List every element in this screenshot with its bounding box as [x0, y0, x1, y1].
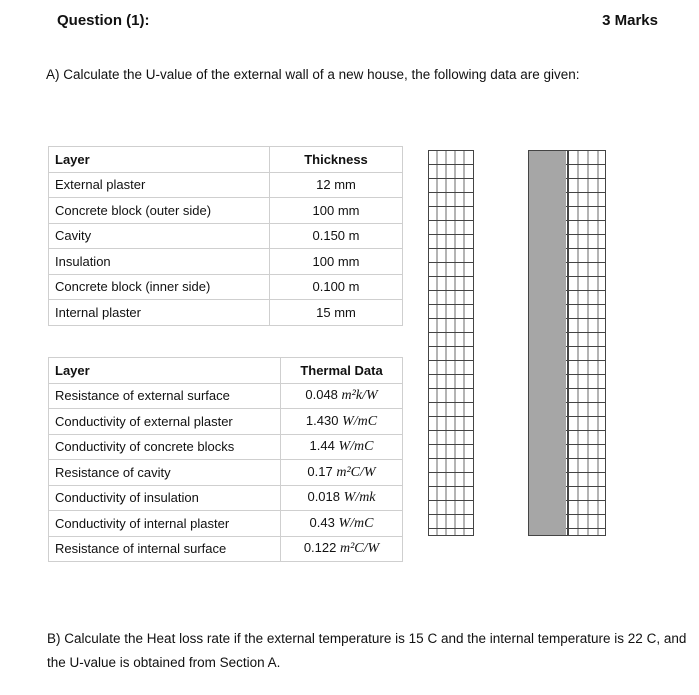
part-a-text: A) Calculate the U-value of the external wall of a new house, the following data are given: — [46, 67, 580, 82]
value-unit: m²C/W — [339, 541, 380, 557]
table-row — [49, 223, 403, 249]
layer-thickness: 0.150 m — [270, 223, 403, 249]
header-thermal-data: Thermal Data — [281, 358, 403, 384]
value-number: 0.048 — [305, 387, 338, 403]
insulation-layer — [528, 150, 566, 536]
table-row — [49, 434, 403, 460]
value-number: 1.430 — [305, 412, 339, 428]
value-unit: W/mk — [343, 490, 376, 506]
value-number: 0.122 — [303, 540, 337, 556]
value-number: 0.17 — [307, 463, 333, 479]
table-row — [49, 536, 403, 562]
thermal-value — [281, 460, 403, 486]
layer-thickness: 15 mm — [270, 300, 403, 326]
layer-name: Resistance of internal surface — [49, 536, 281, 562]
brick-grid — [566, 150, 606, 536]
table-row — [49, 274, 403, 300]
layer-name: Concrete block (outer side) — [49, 198, 270, 224]
thermal-value — [281, 383, 403, 409]
marks-label: 3 Marks — [602, 12, 658, 29]
layer-thickness: 100 mm — [270, 249, 403, 275]
table-row — [49, 300, 403, 326]
layer-name: Concrete block (inner side) — [49, 274, 270, 300]
layer-thickness: 100 mm — [270, 198, 403, 224]
value-number: 0.43 — [309, 514, 335, 530]
value-unit: W/mC — [342, 413, 378, 429]
wall-diagram-right — [528, 150, 608, 536]
layer-name: Resistance of cavity — [49, 460, 281, 486]
layer-name: Cavity — [49, 223, 270, 249]
part-b-text: B) Calculate the Heat loss rate if the external temperature is 15 C and the internal temperature is 22 C, and the U-value is obtained from Section A. — [47, 631, 687, 670]
table-row — [49, 383, 403, 409]
table-row — [49, 249, 403, 275]
layer-name: Conductivity of external plaster — [49, 409, 281, 435]
header-layer: Layer — [49, 358, 281, 384]
wall-diagram-left — [428, 150, 474, 536]
thermal-value — [281, 511, 403, 537]
table-header-row — [49, 147, 403, 173]
value-unit: W/mC — [338, 515, 374, 531]
layer-thickness: 0.100 m — [270, 274, 403, 300]
layer-name: Conductivity of insulation — [49, 485, 281, 511]
table-row — [49, 460, 403, 486]
layer-name: Conductivity of internal plaster — [49, 511, 281, 537]
value-number: 1.44 — [309, 438, 335, 454]
question-title: Question (1): — [57, 12, 150, 29]
table-header-row — [49, 358, 403, 384]
layer-name: External plaster — [49, 172, 270, 198]
thermal-data-table — [48, 357, 403, 562]
layer-thickness: 12 mm — [270, 172, 403, 198]
value-unit: W/mC — [338, 439, 374, 455]
header-layer: Layer — [49, 147, 270, 173]
value-unit: m²k/W — [341, 388, 378, 404]
thermal-value — [281, 409, 403, 435]
brick-grid — [428, 150, 474, 536]
thermal-value — [281, 536, 403, 562]
thermal-value — [281, 434, 403, 460]
value-number: 0.018 — [307, 489, 341, 505]
table-row — [49, 485, 403, 511]
thickness-table — [48, 146, 403, 326]
header-thickness: Thickness — [270, 147, 403, 173]
thermal-value — [281, 485, 403, 511]
table-row — [49, 511, 403, 537]
value-unit: m²C/W — [336, 464, 376, 480]
table-row — [49, 409, 403, 435]
table-row — [49, 198, 403, 224]
layer-name: Insulation — [49, 249, 270, 275]
layer-name: Conductivity of concrete blocks — [49, 434, 281, 460]
table-row — [49, 172, 403, 198]
layer-name: Resistance of external surface — [49, 383, 281, 409]
layer-name: Internal plaster — [49, 300, 270, 326]
